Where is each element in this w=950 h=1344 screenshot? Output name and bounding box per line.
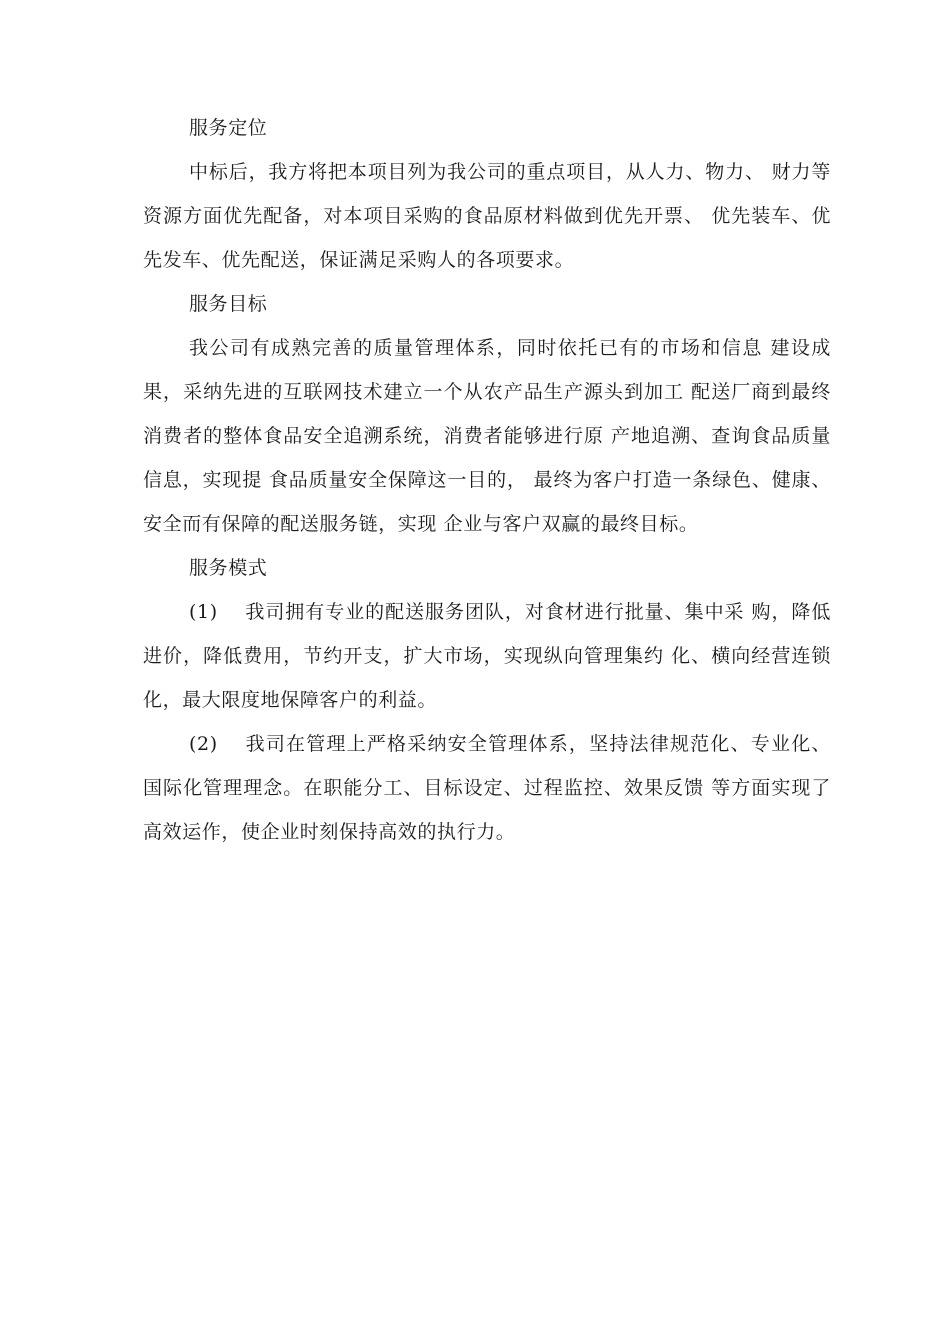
list-item-number: (1) (189, 601, 218, 623)
list-item-text: 我司拥有专业的配送服务团队，对食材进行批量、集中采 购，降低进价，降低费用，节约开支，扩大市场，实现纵向管理集约 化、横向经营连锁化，最大限度地保障客户的利益。 (143, 601, 831, 711)
paragraph-service-positioning: 中标后，我方将把本项目列为我公司的重点项目，从人力、物力、 财力等资源方面优先配备，对本项目采购的食品原材料做到优先开票、 优先装车、优先发车、优先配送，保证满足采购人的各项要求。 (143, 161, 831, 271)
heading-service-mode: 服务模式 (189, 557, 268, 579)
list-item-text: 我司在管理上严格采纳安全管理体系，坚持法律规范化、专业化、国际化管理理念。在职能分工、目标设定、过程监控、效果反馈 等方面实现了高效运作，使企业时刻保持高效的执行力。 (143, 733, 831, 843)
list-item-number: (2) (189, 733, 218, 755)
list-item-service-mode-2 (143, 722, 831, 854)
heading-service-positioning: 服务定位 (189, 117, 268, 139)
paragraph-service-goal: 我公司有成熟完善的质量管理体系，同时依托已有的市场和信息 建设成果，采纳先进的互联网技术建立一个从农产品生产源头到加工 配送厂商到最终消费者的整体食品安全追溯系统，消费者能够进行原 产地追溯、查询食品质量信息，实现提 食品质量安全保障这一目的， 最终为客户打造一条绿色、健康、安全而有保障的配送服务链，实现 企业与客户双赢的最终目标。 (143, 337, 831, 535)
list-item-service-mode-1 (143, 590, 831, 722)
heading-service-goal: 服务目标 (189, 293, 268, 315)
document-content (143, 106, 831, 854)
